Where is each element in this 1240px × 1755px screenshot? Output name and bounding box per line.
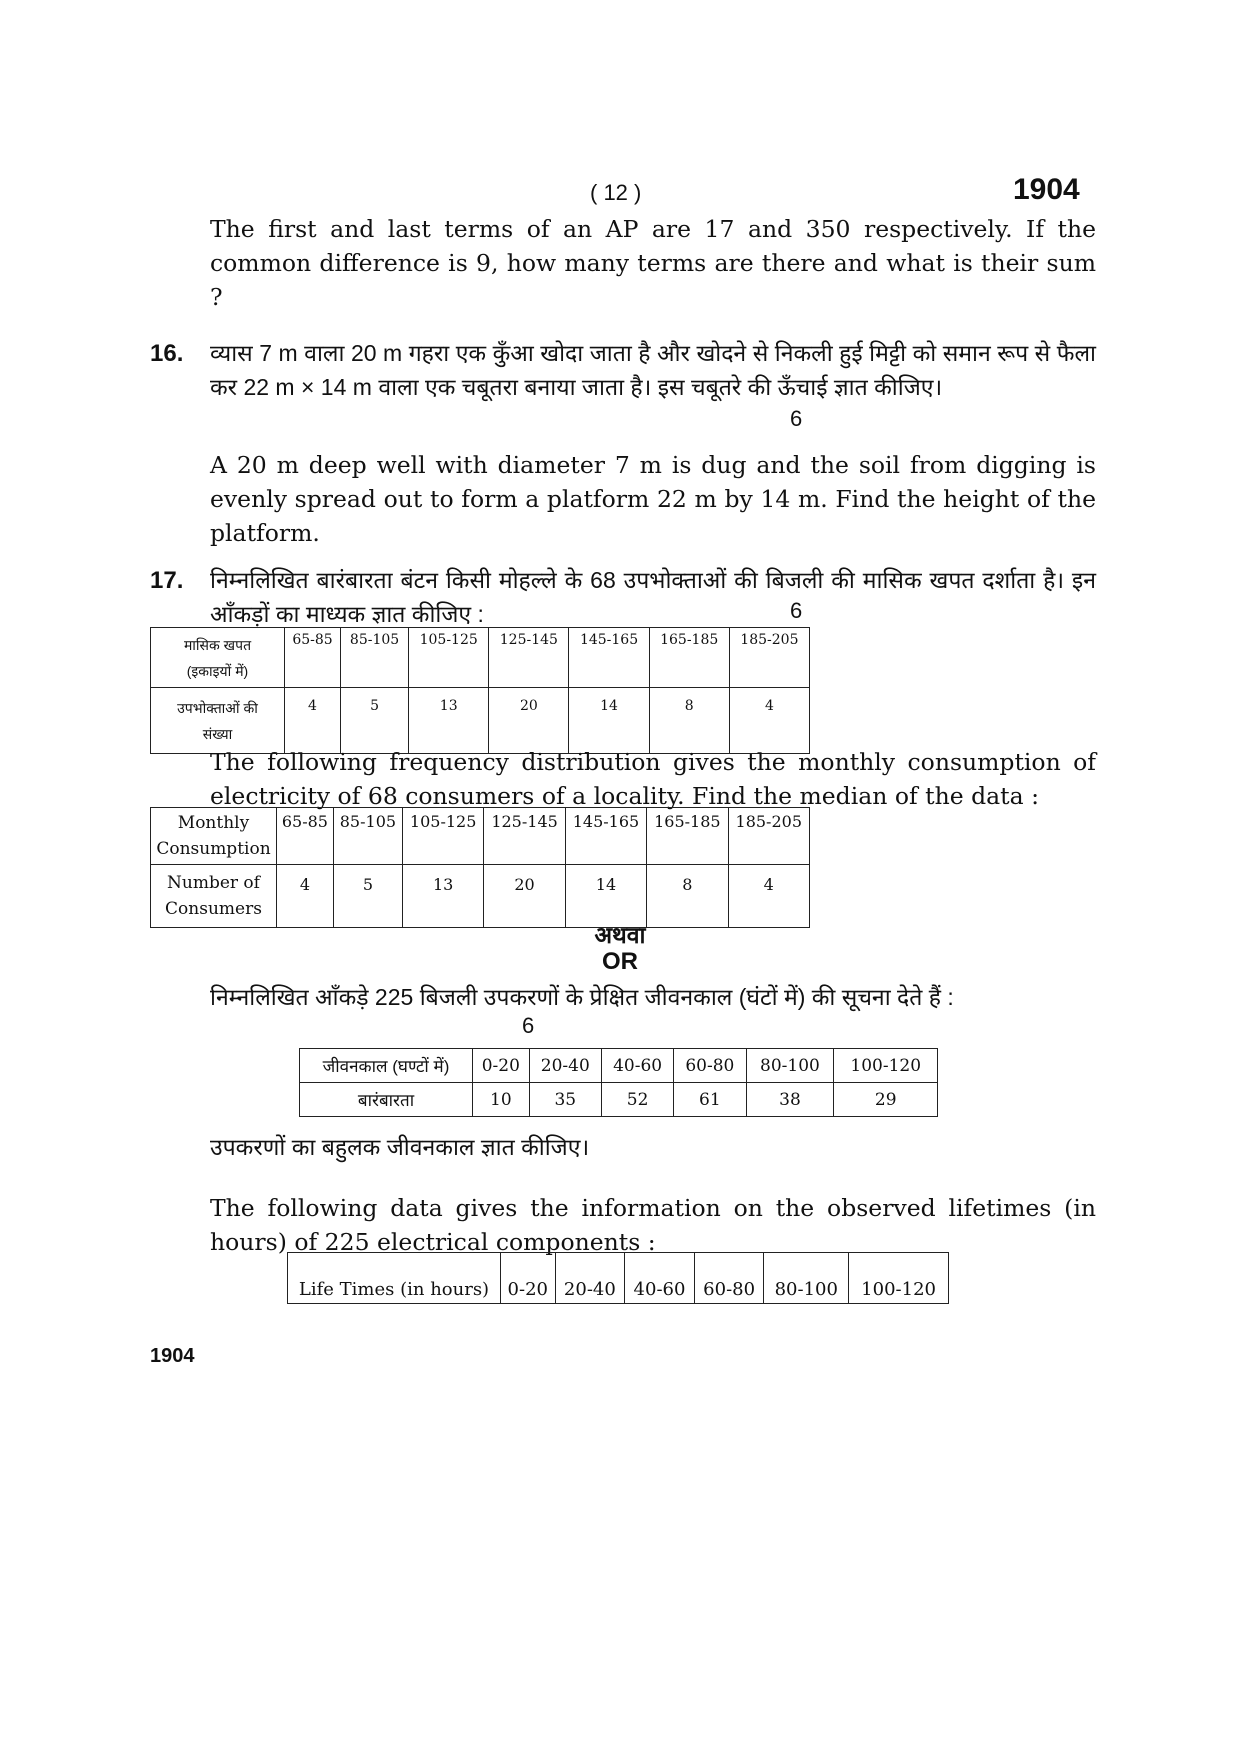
- table-cell: 38: [746, 1083, 834, 1117]
- consumption-table-hindi: [150, 627, 810, 754]
- table-cell: 29: [834, 1083, 938, 1117]
- row-label-line: (इकाइयों में): [186, 662, 249, 679]
- alt-question-hindi-ask: उपकरणों का बहुलक जीवनकाल ज्ञात कीजिए।: [210, 1134, 590, 1160]
- table-row: [151, 808, 810, 865]
- q15-continuation-text: The first and last terms of an AP are 17 and 350 respectively. If the common difference is 9, how many terms are there and what is their sum ?: [210, 215, 1096, 311]
- table-row: [288, 1253, 949, 1304]
- table-row: [300, 1049, 938, 1083]
- table-cell: 4: [277, 865, 334, 928]
- consumption-table-english: [150, 807, 810, 928]
- question-17-hindi: निम्नलिखित बारंबारता बंटन किसी मोहल्ले के 68 उपभोक्ताओं की बिजली की मासिक खपत दर्शाता है। इन आँकड़ों का माध्यक ज्ञात कीजिए :: [210, 567, 1096, 627]
- table-cell: 0-20: [473, 1049, 530, 1083]
- lifetime-table-english: [287, 1252, 949, 1304]
- table-row-label: बारंबारता: [300, 1083, 473, 1117]
- table-row-label: [151, 688, 285, 754]
- row-label-line: Monthly: [177, 813, 250, 833]
- table-cell: 14: [569, 688, 649, 754]
- table-cell: 40-60: [601, 1049, 673, 1083]
- table-row-label: [151, 628, 285, 688]
- table-cell: 40-60: [625, 1253, 695, 1304]
- table-cell: 8: [647, 865, 728, 928]
- table-cell: 14: [565, 865, 646, 928]
- table-cell: 0-20: [501, 1253, 556, 1304]
- table-cell: 20: [489, 688, 569, 754]
- table-cell: 100-120: [834, 1049, 938, 1083]
- question-16-marks: 6: [790, 406, 803, 431]
- table-cell: 13: [402, 865, 483, 928]
- question-16-english: A 20 m deep well with diameter 7 m is dug and the soil from digging is evenly spread out to form a platform 22 m by 14 m. Find the height of the platform.: [210, 451, 1096, 547]
- question-17-marks: 6: [790, 598, 803, 623]
- table-cell: 52: [601, 1083, 673, 1117]
- row-label-line: उपभोक्ताओं की: [177, 699, 258, 716]
- table-cell: 100-120: [849, 1253, 949, 1304]
- row-label-line: Consumers: [165, 899, 262, 919]
- alt-question-english: The following data gives the information on the observed lifetimes (in hours) of 225 electrical components :: [210, 1194, 1096, 1256]
- or-separator-hindi: अथवा: [594, 922, 646, 948]
- table-row: [300, 1083, 938, 1117]
- table-cell: 185-205: [729, 628, 809, 688]
- page-number: ( 12 ): [590, 180, 642, 205]
- table-row-label: जीवनकाल (घण्टों में): [300, 1049, 473, 1083]
- table-cell: 80-100: [764, 1253, 849, 1304]
- lifetime-table-hindi: [299, 1048, 938, 1117]
- table-cell: 145-165: [569, 628, 649, 688]
- table-cell: 13: [409, 688, 489, 754]
- row-label-line: संख्या: [202, 725, 233, 742]
- or-separator-english: OR: [602, 948, 638, 975]
- table-cell: 125-145: [489, 628, 569, 688]
- table-cell: 10: [473, 1083, 530, 1117]
- table-row-label: Life Times (in hours): [288, 1253, 501, 1304]
- table-row-label: [151, 808, 277, 865]
- table-cell: 5: [333, 865, 402, 928]
- question-17-number: 17.: [150, 567, 184, 594]
- table-cell: 61: [674, 1083, 746, 1117]
- row-label-line: Number of: [167, 873, 260, 893]
- table-cell: 5: [341, 688, 409, 754]
- question-16-hindi: व्यास 7 m वाला 20 m गहरा एक कुँआ खोदा जाता है और खोदने से निकली हुई मिट्टी को समान रूप से फैला कर 22 m × 14 m वाला एक चबूतरा बनाया जाता है। इस चबूतरे की ऊँचाई ज्ञात कीजिए।: [210, 340, 1096, 400]
- table-cell: 85-105: [333, 808, 402, 865]
- table-cell: 165-185: [647, 808, 728, 865]
- table-cell: 4: [285, 688, 341, 754]
- question-17-english: The following frequency distribution gives the monthly consumption of electricity of 68 consumers of a locality. Find the median of the data :: [210, 748, 1096, 810]
- table-cell: 105-125: [402, 808, 483, 865]
- table-cell: 20-40: [529, 1049, 601, 1083]
- table-cell: 20: [484, 865, 565, 928]
- table-cell: 105-125: [409, 628, 489, 688]
- table-cell: 85-105: [341, 628, 409, 688]
- paper-code-header: 1904: [1013, 173, 1080, 206]
- table-cell: 4: [729, 688, 809, 754]
- table-cell: 8: [649, 688, 729, 754]
- table-cell: 80-100: [746, 1049, 834, 1083]
- table-cell: 185-205: [728, 808, 809, 865]
- table-row: [151, 628, 810, 688]
- alt-question-marks: 6: [522, 1013, 535, 1038]
- question-16-number: 16.: [150, 340, 184, 367]
- table-cell: 145-165: [565, 808, 646, 865]
- table-cell: 65-85: [277, 808, 334, 865]
- row-label-line: Consumption: [156, 839, 271, 859]
- table-cell: 20-40: [555, 1253, 625, 1304]
- paper-code-footer: 1904: [150, 1345, 195, 1367]
- table-cell: 60-80: [674, 1049, 746, 1083]
- table-cell: 60-80: [694, 1253, 764, 1304]
- table-cell: 125-145: [484, 808, 565, 865]
- table-cell: 165-185: [649, 628, 729, 688]
- row-label-line: मासिक खपत: [183, 636, 252, 653]
- table-cell: 4: [728, 865, 809, 928]
- alt-question-hindi: निम्नलिखित आँकड़े 225 बिजली उपकरणों के प्रेक्षित जीवनकाल (घंटों में) की सूचना देते हैं :: [210, 984, 954, 1010]
- table-row: [151, 688, 810, 754]
- table-cell: 35: [529, 1083, 601, 1117]
- table-cell: 65-85: [285, 628, 341, 688]
